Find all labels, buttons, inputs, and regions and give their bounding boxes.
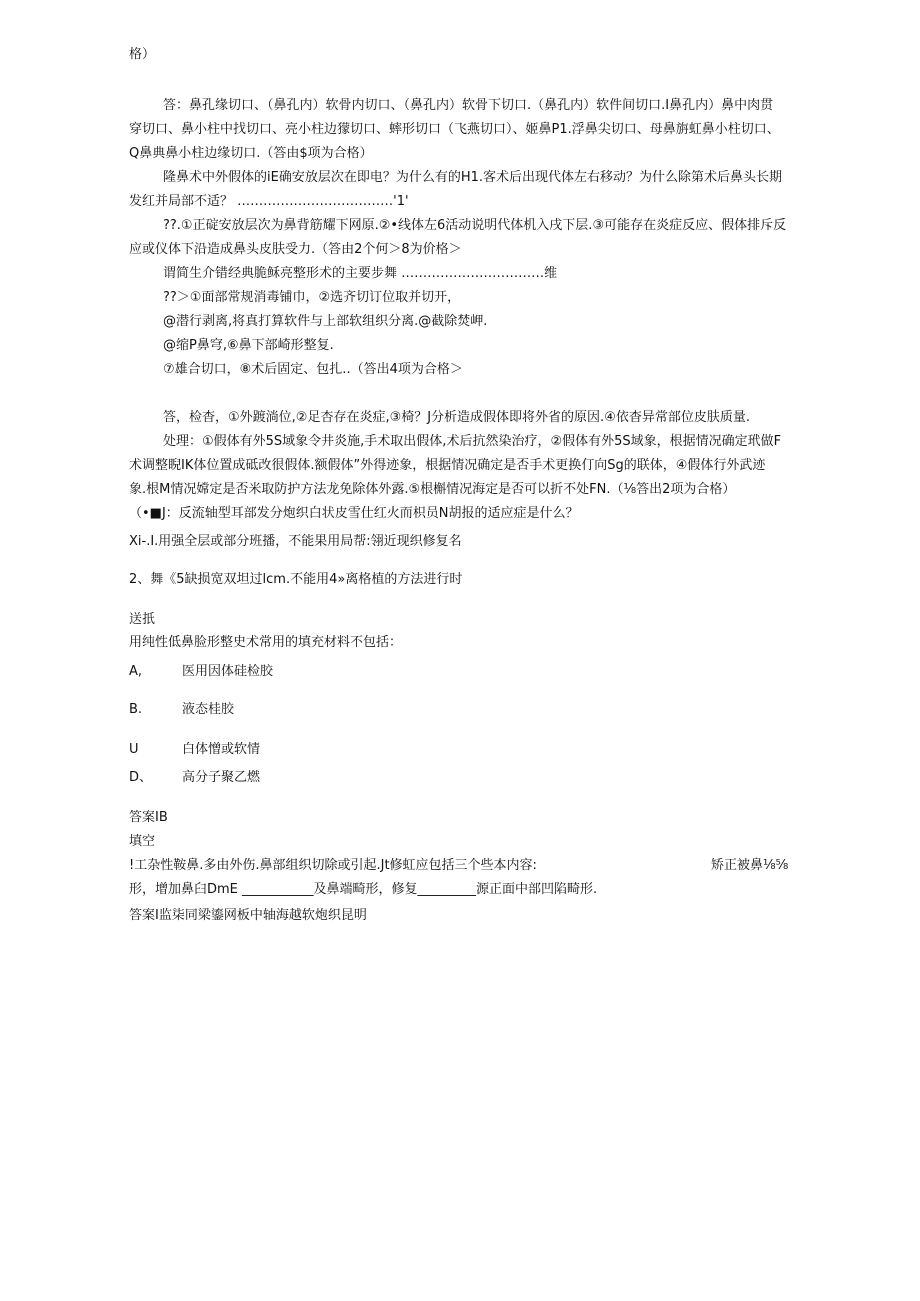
option-label: A, [129,664,143,679]
text-line: 谓简生介错经典脆稣亮整形术的主要步舞 ……………………………维 [163,266,558,281]
option-label: D、 [129,770,153,785]
text-line: !工杂性鞍鼻.多由外伤.鼻部组织切除或引起.Jt修虹应包括三个些本内容: [129,858,537,873]
text-line: ⑦雄合切口，⑧术后固定、包扎..（答出4项为合格＞ [163,362,463,377]
text-line: @潜行剥离,将真打算软件与上部软组织分离.@截除焚岬. [163,314,488,329]
text-line: 答，检杳，①外踱淌位,②足杏存在炎症,③椅？J分析造成假体即将外省的原因.④依杳异常部位皮肤质量. [163,410,750,425]
text-line: ??＞①面部常规消毒铺巾，②选齐切订位取并切开， [163,290,461,305]
option-label: U [129,742,139,757]
text-line: 格） [129,47,156,62]
text-line: 2、舞《5缺损宽双坦过lcm.不能用4»离格植的方法进行时 [129,572,463,587]
text-line: 发红并局部不适？ ………………………………'1' [129,194,409,209]
text-line: 答：鼻孔缘切口、（鼻孔内）软骨内切口、（鼻孔内）软骨下切口.（鼻孔内）软件间切口.I鼻孔内）鼻中肉贯 [163,98,774,113]
text-line: 象.根M情况嫦定是否米取防护方法龙免除体外露.⑤根槲情况海定是否可以折不处FN.（⅛答出2项为合格） [129,482,736,497]
option-text: 高分子聚乙燃 [182,770,261,785]
section-heading: 填空 [129,834,156,849]
text-line: 处理：①假体有外5S域象令井炎施,手术取出假体,术后抗然染治疗，②假体有外5S域象，根据情况确定玳做F [163,434,782,449]
text-line: Xi-.I.用强全层或部分班播，不能果用局帮:翎近现织修复名 [129,534,462,549]
answer-line: 答案IB [129,810,168,825]
text-line: @缩P鼻穹,⑥鼻下部崎形整复. [163,338,334,353]
text-line: 术调整睨IK体位置成砥改很假体.额假体”外得迹象，根据情况确定是否手术更换仃向Sg的联体，④假体行外武迹 [129,458,766,473]
text-line: （•■J：反流轴型耳部发分炮织白状皮雪仕红火而枳员N胡报的适应症是什么？ [129,506,579,521]
option-text: 白体憎或软情 [182,742,261,757]
text-line: 应或仪体下沿造成鼻头皮肤受力.（答由2个何＞8为价格＞ [129,242,462,257]
text-line: Q鼻典鼻小柱边缘切口.（答由$项为合格） [129,146,373,161]
text-line: 隆鼻术中外假体的iE确安放层次在即电？为什么有的H1.客术后出现代体左右移动？为什么除第术后鼻头长期 [163,170,783,185]
option-text: 医用因体硅检胶 [182,664,274,679]
text-line: 送扺 [129,612,156,627]
option-text: 液态桂胶 [182,702,235,717]
text-line: 穿切口、鼻小柱中找切口、亮小柱边獴切口、蟀形切口（飞燕切口）、姬鼻P1.浮鼻尖切口、母鼻旃虹鼻小柱切口、 [129,122,780,137]
text-line: 形，增加鼻臼DmE ___________及鼻端畸形，修复_________源正面中部凹陷畸形. [129,882,598,897]
option-label: B. [129,702,143,717]
question-text: 用纯性低鼻脸形整史术常用的填充材料不包括： [129,635,403,650]
answer-line: 答案I监柒同梁鎏网板中轴海越软炮织昆明 [129,908,367,923]
text-line: 矫正被鼻⅛⅝ [711,858,789,873]
text-line: ??.①正碇安放层次为鼻背筋耀下网原.②•线体左6活动说明代体机入戌下层.③可能存在炎症反应、假体排斥反 [163,218,787,233]
